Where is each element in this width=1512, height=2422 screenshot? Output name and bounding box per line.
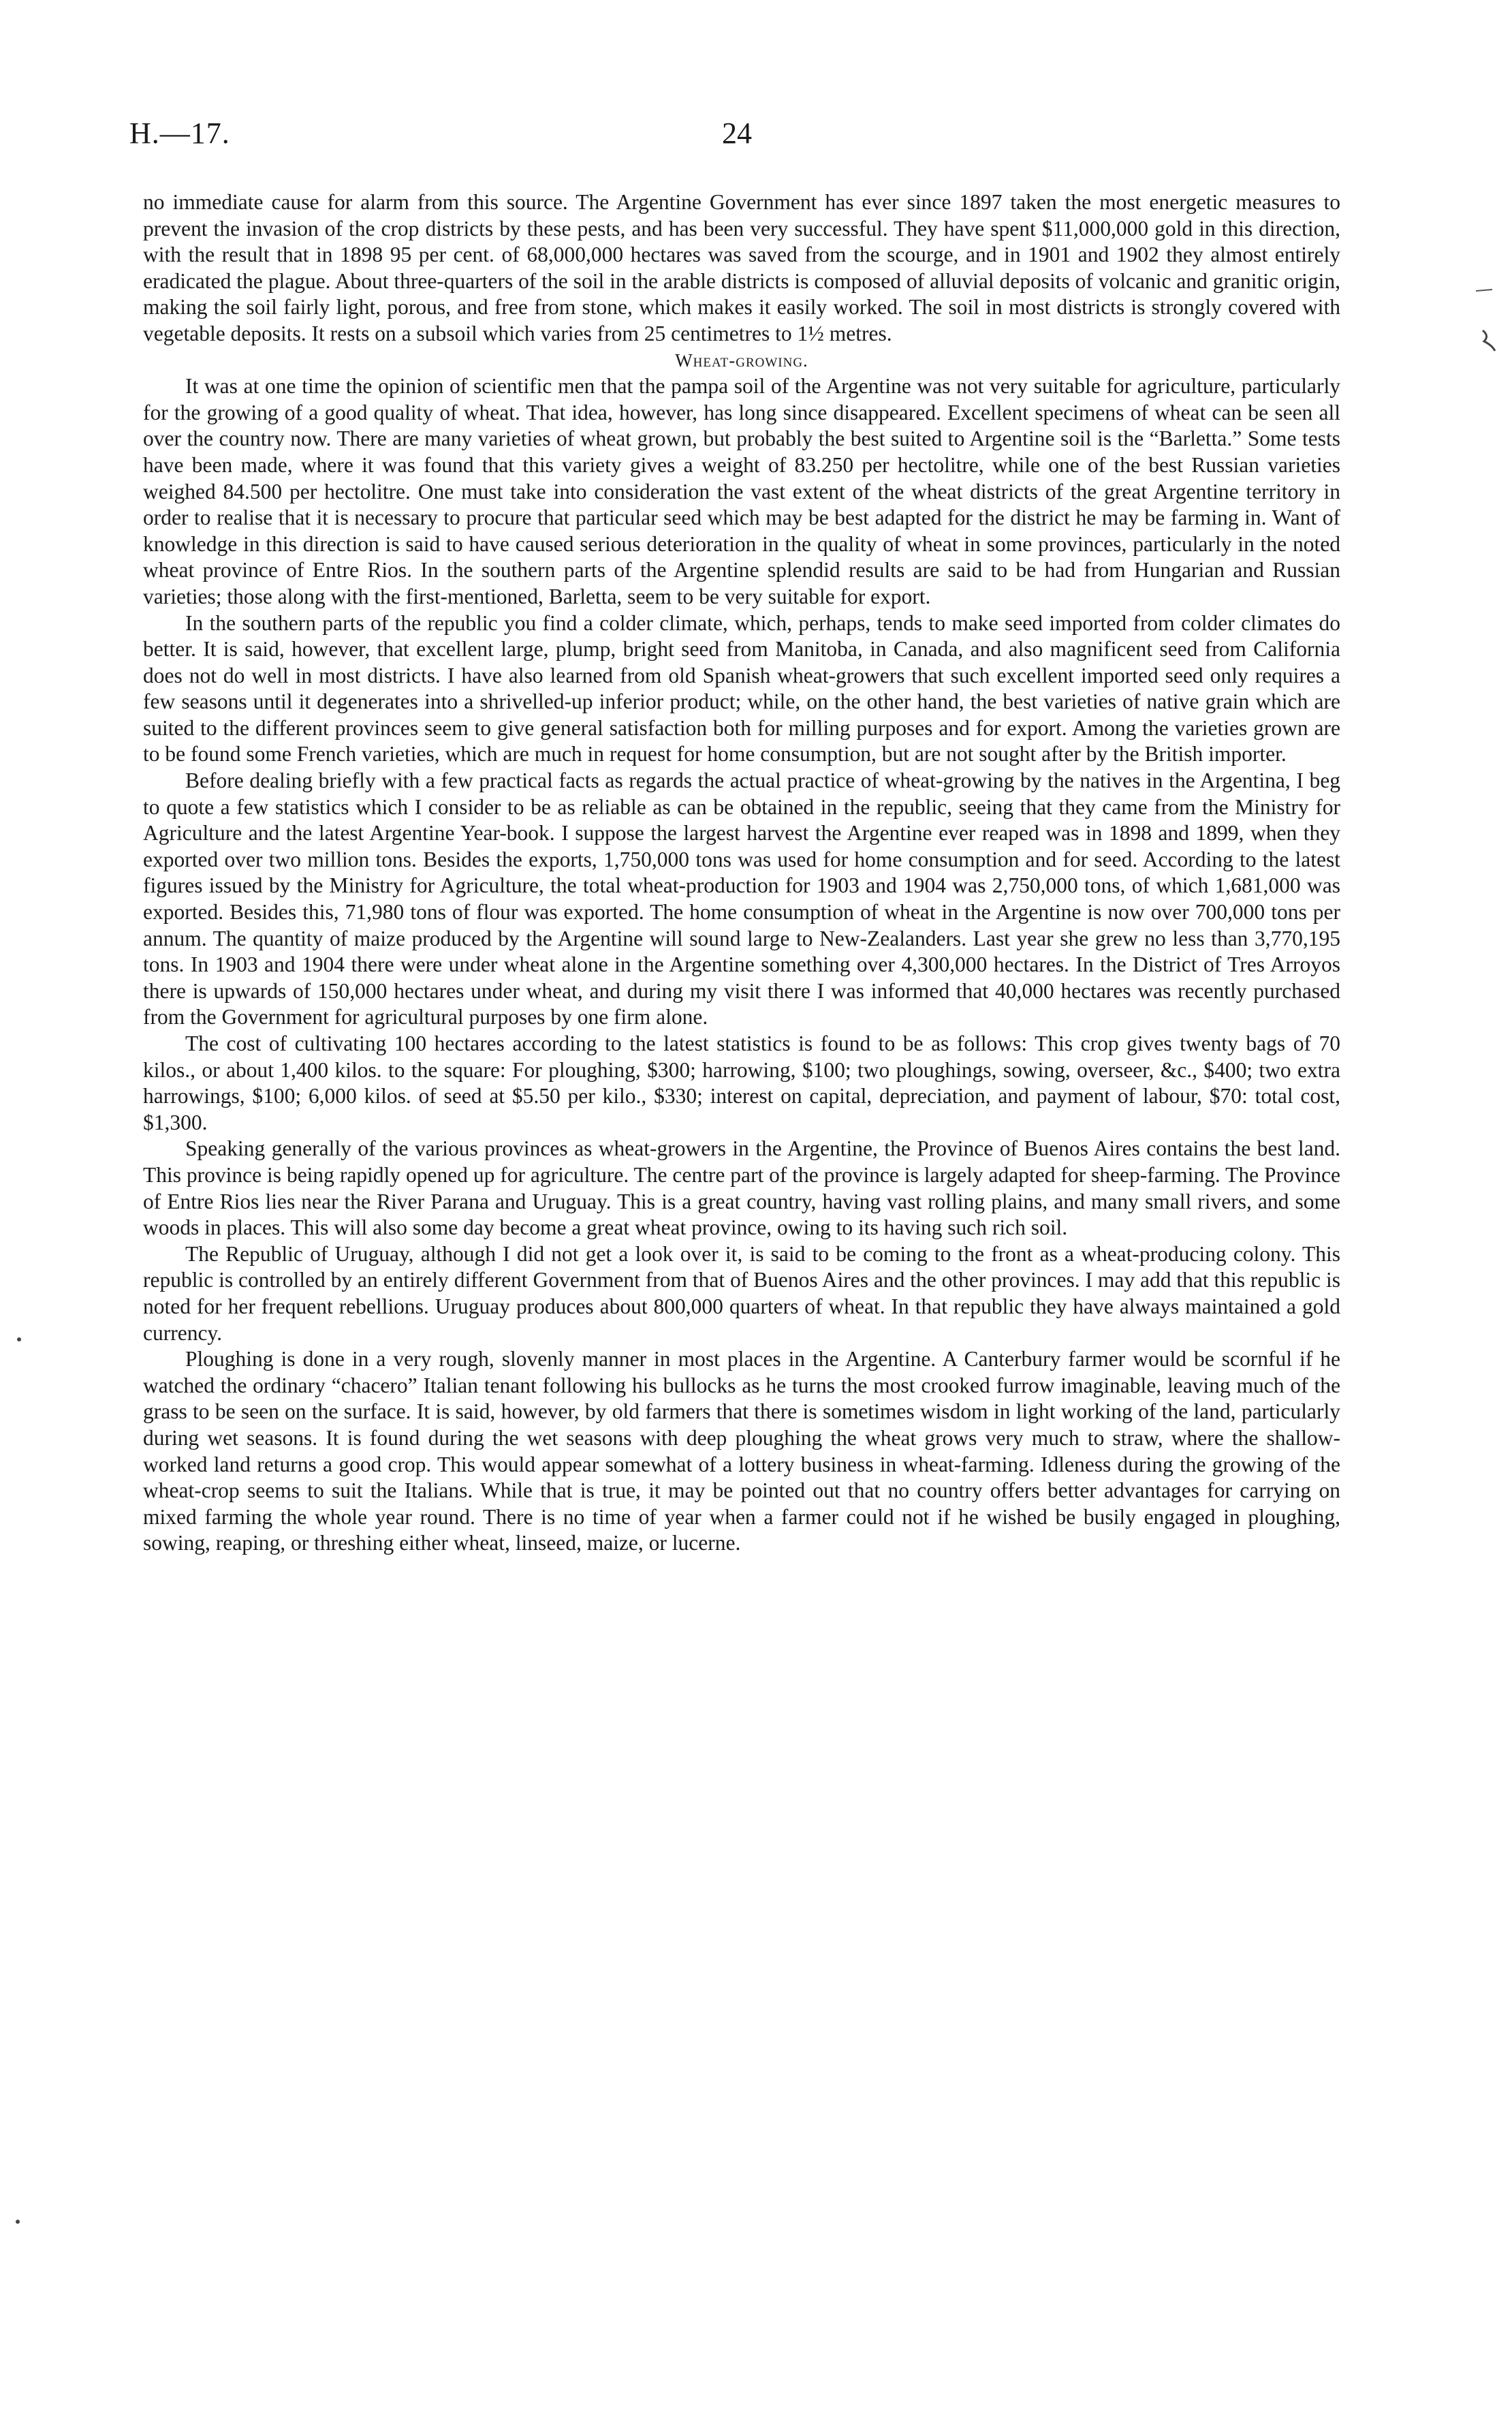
margin-dot bbox=[15, 1335, 23, 1344]
paragraph: The Republic of Uruguay, although I did not get a look over it, is said to be coming to the front as a wheat-producing colony. This republic is controlled by an entirely different Government from that of Buenos Aires and the other provinces. I may add that this republic is noted for her frequent rebellions. Uruguay produces about 800,000 quarters of wheat. In that republic they have always maintained a gold currency. bbox=[143, 1241, 1340, 1345]
body-text bbox=[143, 189, 1340, 1557]
page-header bbox=[129, 116, 1342, 157]
section-heading: Wheat-growing. bbox=[675, 350, 808, 371]
paragraph: In the southern parts of the republic you find a colder climate, which, perhaps, tends to make seed imported from colder climates do better. It is said, however, that excellent large, plump, bright seed from Manitoba, in Canada, and also magnificent seed from California does not do well in most districts. I have also learned from old Spanish wheat-growers that such excellent imported seed only requires a few seasons until it degenerates into a shrivelled-up inferior product; while, on the other hand, the best varieties of native grain which are suited to the different provinces seem to give general satisfaction both for milling purposes and for export. Among the varieties grown are to be found some French varieties, which are much in request for home consumption, but are not sought after by the British importer. bbox=[143, 610, 1340, 766]
margin-dot bbox=[14, 2218, 22, 2226]
paragraph: Ploughing is done in a very rough, slovenly manner in most places in the Argentine. A Canterbury farmer would be scornful if he watched the ordinary “chacero” Italian tenant following his bullocks as he turns the most crooked furrow imaginable, leaving much of the grass to be seen on the surface. It is said, however, by old farmers that there is sometimes wisdom in light working of the land, particularly during wet seasons. It is found during the wet seasons with deep ploughing the wheat grows very much to straw, where the shallow-worked land returns a good crop. This would appear somewhat of a lottery business in wheat-farming. Idleness during the growing of the wheat-crop seems to suit the Italians. While that is true, it may be pointed out that no country offers better advantages for carrying on mixed farming the whole year round. There is no time of year when a farmer could not if he wished be busily engaged in ploughing, sowing, reaping, or threshing either wheat, linseed, maize, or lucerne. bbox=[143, 1347, 1340, 1555]
paragraph: Speaking generally of the various provinces as wheat-growers in the Argentine, the Province of Buenos Aires contains the best land. This province is being rapidly opened up for agriculture. The centre part of the province is largely adapted for sheep-farming. The Province of Entre Rios lies near the River Parana and Uruguay. This is a great country, having vast rolling plains, and many small rivers, and some woods in places. This will also some day become a great wheat province, owing to its having such rich soil. bbox=[143, 1136, 1340, 1240]
paragraph-continuation: no immediate cause for alarm from this source. The Argentine Government has ever since 1897 taken the most energetic measures to prevent the invasion of the crop districts by these pests, and has been very successful. They have spent $11,000,000 gold in this direction, with the result that in 1898 95 per cent. of 68,000,000 hectares was saved from the scourge, and in 1901 and 1902 they almost entirely eradicated the plague. About three-quarters of the soil in the arable districts is composed of alluvial deposits of volcanic and granitic origin, making the soil fairly light, porous, and free from stone, which makes it easily worked. The soil in most districts is strongly covered with vegetable deposits. It rests on a subsoil which varies from 25 centimetres to 1½ metres. bbox=[143, 190, 1340, 345]
page-number: 24 bbox=[722, 117, 752, 150]
document-reference: H.—17. bbox=[129, 117, 230, 150]
paragraph: It was at one time the opinion of scientific men that the pampa soil of the Argentine was not very suitable for agriculture, particularly for the growing of a good quality of wheat. That idea, however, has long since disappeared. Excellent specimens of wheat can be seen all over the country now. There are many varieties of wheat grown, but probably the best suited to Argentine soil is the “Barletta.” Some tests have been made, where it was found that this variety gives a weight of 83.250 per hectolitre, while one of the best Russian varieties weighed 84.500 per hectolitre. One must take into consideration the vast extent of the wheat districts of the great Argentine territory in order to realise that it is necessary to procure that particular seed which may be best adapted for the district he may be farming in. Want of knowledge in this direction is said to have caused serious deterioration in the quality of wheat in some provinces, particularly in the noted wheat province of Entre Rios. In the southern parts of the Argentine splendid results are said to be had from Hungarian and Russian varieties; those along with the first-mentioned, Barletta, seem to be very suitable for export. bbox=[143, 374, 1340, 608]
paragraph: Before dealing briefly with a few practical facts as regards the actual practice of wheat-growing by the natives in the Argentina, I beg to quote a few statistics which I consider to be as reliable as can be obtained in the republic, seeing that they came from the Ministry for Agriculture and the latest Argentine Year-book. I suppose the largest harvest the Argentine ever reaped was in 1898 and 1899, when they exported over two million tons. Besides the exports, 1,750,000 tons was used for home consumption and for seed. According to the latest figures issued by the Ministry for Agriculture, the total wheat-production for 1903 and 1904 was 2,750,000 tons, of which 1,681,000 was exported. Besides this, 71,980 tons of flour was exported. The home consumption of wheat in the Argentine is now over 700,000 tons per annum. The quantity of maize produced by the Argentine will sound large to New-Zealanders. Last year she grew no less than 3,770,195 tons. In 1903 and 1904 there were under wheat alone in the Argentine something over 4,300,000 hectares. In the District of Tres Arroyos there is upwards of 150,000 hectares under wheat, and during my visit there I was informed that 40,000 hectares was recently purchased from the Government for agricultural purposes by one firm alone. bbox=[143, 768, 1340, 1029]
margin-mark bbox=[1475, 283, 1502, 358]
paragraph: The cost of cultivating 100 hectares according to the latest statistics is found to be as follows: This crop gives twenty bags of 70 kilos., or about 1,400 kilos. to the square: For ploughing, $300; harrowing, $100; two ploughings, sowing, overseer, &c., $400; two extra harrowings, $100; 6,000 kilos. of seed at $5.50 per kilo., $330; interest on capital, depreciation, and payment of labour, $70: total cost, $1,300. bbox=[143, 1031, 1340, 1134]
